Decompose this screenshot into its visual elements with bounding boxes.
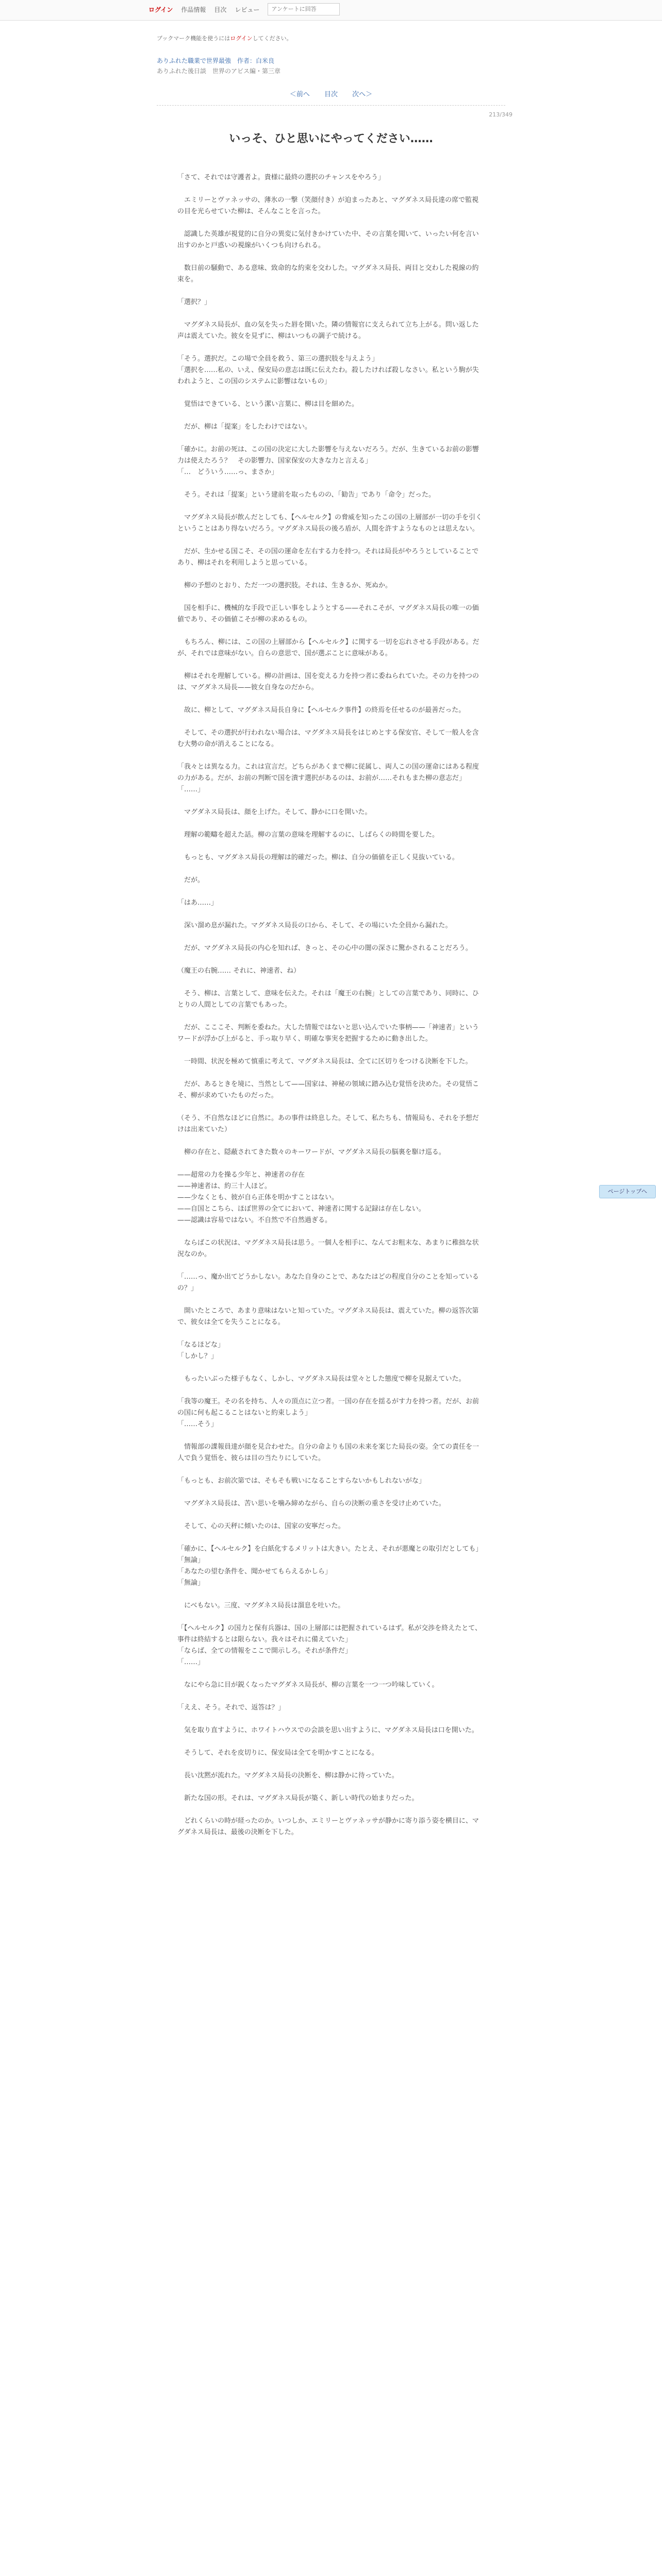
body-paragraph: もっとも、マグダネス局長の理解は的確だった。柳は、自分の価値を正しく見抜いている。 xyxy=(184,854,459,861)
top-nav-inner xyxy=(148,3,340,15)
prev-link[interactable]: ＜前へ xyxy=(289,91,310,98)
pager-top xyxy=(0,89,662,98)
body-paragraph: 開いたところで、あまり意味はないと知っていた。マグダネス局長は、震えていた。柳の返答次第で、彼女は全てを失うことになる。 xyxy=(177,1307,479,1326)
notice-suffix: してください。 xyxy=(252,35,292,42)
body-paragraph: 理解の範疇を超えた話。柳の言葉の意味を理解するのに、しばらくの時間を要した。 xyxy=(184,831,439,839)
body-paragraph: そして、その選択が行われない場合は、マグダネス局長をはじめとする保安官、そして一般人を含む大勢の命が消えることになる。 xyxy=(177,729,479,748)
page-top-button[interactable]: ページトップへ xyxy=(599,1185,656,1198)
body-paragraph: ならばこの状況は、マグダネス局長は思う。一個人を相手に、なんてお粗末な、あまりに稚拙な状況なのか。 xyxy=(177,1239,479,1258)
body-paragraph: マグダネス局長が、血の気を失った唇を開いた。隣の情報官に支えられて立ち上がる。問い返した声は震えていた。彼女を見ずに、柳はいつもの調子で続ける。 xyxy=(177,321,479,340)
nav-item-review[interactable]: レビュー xyxy=(235,6,260,13)
nav-item-work-info[interactable]: 作品情報 xyxy=(181,6,206,13)
body-paragraph: どれくらいの時が経ったのか。いつしか、エミリーとヴァネッサが静かに寄り添う姿を横目に、マグダネス局長は、最後の決断を下した。 xyxy=(177,1817,479,1836)
body-paragraph: だが。 xyxy=(184,876,205,884)
body-paragraph: 長い沈黙が流れた。マグダネス局長の決断を、柳は静かに待っていた。 xyxy=(184,1772,399,1780)
novel-body xyxy=(177,172,485,1850)
top-nav-bar xyxy=(0,0,662,21)
body-paragraph: マグダネス局長は、顔を上げた。そして、静かに口を開いた。 xyxy=(184,808,372,816)
body-paragraph: 「我々とは異なる力。これは宣言だ。どちらがあくまで柳に従属し、両人この国の運命にはある程度の力がある。だが、お前の判断で国を潰す選択があるのは、お前が……それもまた柳の意志だ」 「……」 xyxy=(177,763,479,793)
body-paragraph: マグダネス局長は、苦い思いを噛み締めながら、自らの決断の重さを受け止めていた。 xyxy=(184,1500,445,1507)
body-paragraph: もちろん、柳には、この国の上層部から【ヘルセルク】に関する一切を忘れさせる手段がある。だが、それでは意味がない。自らの意思で、国が選ぶことに意味がある。 xyxy=(177,638,479,657)
body-paragraph: 気を取り直すように、ホワイトハウスでの会談を思い出すように、マグダネス局長は口を開いた。 xyxy=(184,1726,478,1734)
chapter-link[interactable]: ありふれた後日談 世界のアビス編・第三章 xyxy=(157,67,281,75)
body-paragraph: そう。それは「提案」という建前を取ったものの、「勧告」であり「命令」だった。 xyxy=(184,491,435,499)
body-paragraph: 「我等の魔王。その名を持ち、人々の頂点に立つ者。一国の存在を揺るがす力を持つ者。だが、お前の国に何も起こることはないと約束しよう」 「……そう」 xyxy=(177,1398,479,1428)
body-paragraph: だが、マグダネス局長の内心を知れば、きっと、その心中の闇の深さに驚かされることだろう。 xyxy=(184,944,472,952)
body-paragraph: 「ええ、そう。それで、返答は？」 xyxy=(177,1704,285,1711)
body-paragraph: 「……っ、魔か出てどうかしない。あなた自身のことで、あなたはどの程度自分のことを知っているの？」 xyxy=(177,1273,479,1292)
body-paragraph: だが、柳は「提案」をしたわけではない。 xyxy=(184,423,312,431)
body-paragraph: 国を相手に、機械的な手段で正しい事をしようとする——それこそが、マグダネス局長の唯一の価値であり、その価値こそが柳の求めるもの。 xyxy=(177,604,479,623)
body-paragraph: 柳の予想のとおり、ただ一つの選択肢。それは、生きるか、死ぬか。 xyxy=(184,582,392,589)
episode-title: いっそ、ひと思いにやってください…… xyxy=(229,132,433,145)
breadcrumb xyxy=(157,56,280,76)
body-paragraph: 一時間、状況を極めて慎重に考えて、マグダネス局長は、全てに区切りをつける決断を下した。 xyxy=(184,1058,472,1065)
toc-link[interactable]: 目次 xyxy=(324,91,338,98)
bookmark-notice xyxy=(157,34,292,42)
survey-input[interactable] xyxy=(268,3,340,15)
body-paragraph: ——超常の力を操る少年と、神速者の存在 ——神速者は、約三十人ほど。 ——少なくとも、彼が自ら正体を明かすことはない。 ——自国とこちら、ほぼ世界の全てにおいて、神速者に関する記録は存在しない。 ——認識は容易ではない。不自然で不自然過ぎる。 xyxy=(177,1171,425,1224)
body-paragraph: 「確かに、【ヘルセルク】を白紙化するメリットは大きい。たとえ、それが悪魔との取引だとしても」 「無論」 「あなたの望む条件を、聞かせてもらえるかしら」 「無論」 xyxy=(177,1545,483,1587)
author-name: 作者：白米良 xyxy=(237,57,275,64)
notice-prefix: ブックマーク機能を使うには xyxy=(157,35,230,42)
body-paragraph: 情報部の諜報員達が顔を見合わせた。自分の命よりも国の未来を案じた局長の姿。全ての責任を一人で負う覚悟を、彼らは目の当たりにしていた。 xyxy=(177,1443,479,1462)
body-paragraph: 「さて、それでは守護者よ。貴様に最終の選択のチャンスをやろう」 xyxy=(177,174,385,181)
body-paragraph: 「【ヘルセルク】の国力と保有兵器は、国の上層部には把握されているはず。私が交渉を終えたとて、事件は終結するとは限らない。我々はそれに備えていた」 「ならば、全ての情報をここで開示しろ。それが条件だ」 「……」 xyxy=(177,1624,482,1666)
body-paragraph: 「確かに。お前の死は、この国の決定に大した影響を与えないだろう。だが、生きているお前の影響力は使えたろう？ その影響力、国家保安の大きな力と言える」 「… どういう……っ、まさか」 xyxy=(177,446,479,476)
work-title-link[interactable] xyxy=(157,56,280,66)
body-paragraph: 数日前の騒動で、ある意味、致命的な約束を交わした。マグダネス局長、両目と交わした視線の約束を。 xyxy=(177,264,479,283)
nav-item-toc[interactable]: 目次 xyxy=(214,6,227,13)
body-paragraph: もったいぶった様子もなく、しかし、マグダネス局長は堂々とした態度で柳を見据えていた。 xyxy=(184,1375,466,1383)
body-paragraph: 「なるほどな」 「しかし？」 xyxy=(177,1341,225,1360)
body-paragraph: そう、柳は、言葉として、意味を伝えた。それは「魔王の右腕」としての言葉であり、同時に、ひとりの人間としての言葉でもあった。 xyxy=(177,990,479,1009)
body-paragraph: 認識した英雄が視覚的に自分の異変に気付きかけていた中、その言葉を聞いて、いったい何を言い出すのかと戸惑いの視線がいくつも向けられる。 xyxy=(177,230,479,249)
body-paragraph: 「もっとも、お前次第では、そもそも戦いになることすらないかもしれないがな」 xyxy=(177,1477,426,1485)
body-paragraph: 「選択？」 xyxy=(177,298,211,306)
body-paragraph: だが、こここそ、判断を委ねた。大した情報ではないと思い込んでいた事柄——「神速者」というワードが浮かび上がると、手っ取り早く、明確な事実を把握するために動き出した。 xyxy=(177,1024,479,1043)
body-paragraph: 柳の存在と、隠蔽されてきた数々のキーワードが、マグダネス局長の脳裏を駆け巡る。 xyxy=(184,1148,445,1156)
divider xyxy=(157,105,505,106)
login-link[interactable]: ログイン xyxy=(148,6,173,13)
next-link[interactable]: 次へ＞ xyxy=(352,91,373,98)
body-paragraph: 「はあ……」 xyxy=(177,899,218,907)
body-paragraph: 新たな国の形。それは、マグダネス局長が築く、新しい時代の始まりだった。 xyxy=(184,1794,419,1802)
body-paragraph: エミリーとヴァネッサの、薄氷の一撃（笑顔付き）が迫まったあと、マグダネス局長達の席で監視の目を光らせていた柳は、そんなことを言った。 xyxy=(177,196,479,215)
body-paragraph: （そう、不自然なほどに自然に。あの事件は終息した。そして、私たちも、情報局も、それを予想だけは出来ていた） xyxy=(177,1114,479,1133)
work-title: ありふれた職業で世界最強 xyxy=(157,57,231,64)
body-paragraph: だが、あるときを境に、当然として——国家は、神秘の領域に踏み込む覚悟を決めた。その覚悟こそ、柳が求めていたものだった。 xyxy=(177,1080,479,1099)
body-paragraph: （魔王の右腕…… それに、神速者、ね） xyxy=(177,967,301,975)
body-paragraph: なにやら急に目が鋭くなったマグダネス局長が、柳の言葉を一つ一つ吟味していく。 xyxy=(184,1681,439,1689)
body-paragraph: 柳はそれを理解している。柳の計画は、国を変える力を持つ者に委ねられていた。その力を持つのは、マグダネス局長——彼女自身なのだから。 xyxy=(177,672,479,691)
body-paragraph: そして、心の天秤に傾いたのは、国家の安寧だった。 xyxy=(184,1522,345,1530)
notice-login-link[interactable]: ログイン xyxy=(230,35,253,42)
body-paragraph: 「そう。選択だ。この場で全員を救う、第三の選択肢を与えよう」 「選択を……私の、いえ、保安局の意志は既に伝えたわ。殺したければ殺しなさい。私という駒が失われようと、この国のシステムに影響はないもの」 xyxy=(177,355,479,385)
body-paragraph: マグダネス局長が飲んだとしても、【ヘルセルク】の脅威を知ったこの国の上層部が一切の手を引くということはあり得ないだろう。マグダネス局長の後ろ盾が、人間を許すようなものとは思えない。 xyxy=(177,514,482,533)
episode-number: 213/349 xyxy=(489,111,512,118)
body-paragraph: にべもない。三度、マグダネス局長は溜息を吐いた。 xyxy=(184,1602,345,1609)
body-paragraph: 覚悟はできている、という潔い言葉に、柳は目を細めた。 xyxy=(184,400,359,408)
body-paragraph: そうして、それを皮切りに、保安局は全てを明かすことになる。 xyxy=(184,1749,378,1757)
body-paragraph: 故に、柳として、マグダネス局長自身に【ヘルセルク事件】の終焉を任せるのが最善だった。 xyxy=(184,706,466,714)
body-paragraph: だが、生かせる国こそ、その国の運命を左右する力を持つ。それは局長がやろうとしていることであり、柳はそれを利用しようと思っている。 xyxy=(177,548,479,567)
body-paragraph: 深い溜め息が漏れた。マグダネス局長の口から、そして、その場にいた全員から漏れた。 xyxy=(184,922,452,929)
